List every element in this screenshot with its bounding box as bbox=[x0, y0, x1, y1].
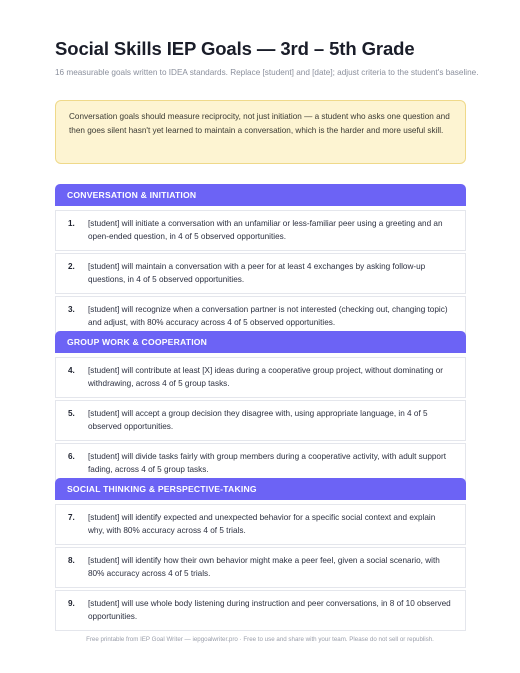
goal-text: [student] will contribute at least [X] ideas during a cooperative group project, without dominating or withdrawing, across 4 of 5 group tasks. bbox=[88, 366, 443, 388]
goal-text: [student] will identify expected and unexpected behavior for a specific social context and explain why, with 80% accuracy across 4 of 5 trials. bbox=[88, 513, 436, 535]
goal-number: 8. bbox=[68, 556, 75, 565]
section-header: SOCIAL THINKING & PERSPECTIVE-TAKING bbox=[55, 478, 466, 500]
goal-item bbox=[55, 357, 466, 398]
goal-number: 7. bbox=[68, 513, 75, 522]
goal-text: [student] will divide tasks fairly with group members during a cooperative activity, with adult support fading, across 4 of 5 group tasks. bbox=[88, 452, 446, 474]
goal-item bbox=[55, 400, 466, 441]
goal-number: 3. bbox=[68, 305, 75, 314]
tip-callout: Conversation goals should measure reciprocity, not just initiation — a student who asks one question and then goes silent hasn't yet learned to maintain a conversation, which is the harder and more useful skill. bbox=[55, 100, 466, 164]
section-header: GROUP WORK & COOPERATION bbox=[55, 331, 466, 353]
page-subtitle: 16 measurable goals written to IDEA standards. Replace [student] and [date]; adjust criteria to the student's baseline. bbox=[55, 68, 479, 77]
goal-number: 2. bbox=[68, 262, 75, 271]
goal-number: 1. bbox=[68, 219, 75, 228]
goal-text: [student] will identify how their own behavior might make a peer feel, given a social scenario, with 80% accuracy across 4 of 5 trials. bbox=[88, 556, 440, 578]
goal-number: 6. bbox=[68, 452, 75, 461]
goal-item bbox=[55, 210, 466, 251]
goal-number: 9. bbox=[68, 599, 75, 608]
goal-item bbox=[55, 547, 466, 588]
goal-number: 5. bbox=[68, 409, 75, 418]
page-title: Social Skills IEP Goals — 3rd – 5th Grade bbox=[55, 38, 415, 59]
section-header: CONVERSATION & INITIATION bbox=[55, 184, 466, 206]
goal-text: [student] will initiate a conversation with an unfamiliar or less-familiar peer using a greeting and an open-ended question, in 4 of 5 observed opportunities. bbox=[88, 219, 443, 241]
section-social-thinking-perspective-taking bbox=[55, 478, 466, 631]
goal-text: [student] will maintain a conversation with a peer for at least 4 exchanges by asking follow-up questions, in 4 of 5 observed opportunities. bbox=[88, 262, 426, 284]
goal-text: [student] will use whole body listening during instruction and peer conversations, in 8 of 10 observed opportunities. bbox=[88, 599, 451, 621]
page-footer: Free printable from IEP Goal Writer — iepgoalwriter.pro · Free to use and share with your team. Please do not sell or republish. bbox=[86, 636, 434, 643]
goal-item bbox=[55, 590, 466, 631]
goal-number: 4. bbox=[68, 366, 75, 375]
goal-text: [student] will accept a group decision they disagree with, using appropriate language, in 4 of 5 observed opportunities. bbox=[88, 409, 428, 431]
goal-text: [student] will recognize when a conversation partner is not interested (checking out, changing topic) and adjust, with 80% accuracy across 4 of 5 observed opportunities. bbox=[88, 305, 448, 327]
goal-item bbox=[55, 504, 466, 545]
goal-item bbox=[55, 253, 466, 294]
section-conversation-initiation bbox=[55, 184, 466, 337]
section-group-work-cooperation bbox=[55, 331, 466, 484]
